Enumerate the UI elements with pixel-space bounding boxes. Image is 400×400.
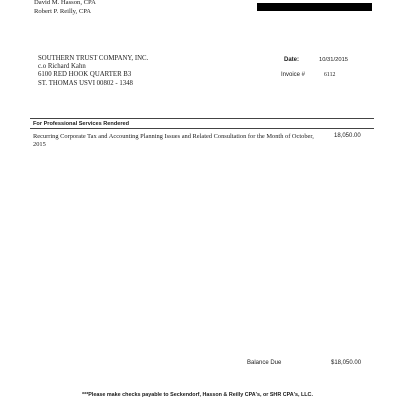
service-amount: 18,050.00: [334, 133, 361, 139]
service-description: Recurring Corporate Tax and Accounting Planning Issues and Related Consultation for the Month of October, 2015: [33, 133, 314, 148]
divider-top: [30, 118, 374, 119]
balance-due-value: $18,050.00: [331, 360, 362, 366]
client-attention: c.o Richard Kahn: [38, 63, 86, 71]
date-label: Date:: [284, 57, 300, 63]
invoice-number-label: Invoice #: [281, 72, 306, 78]
services-heading: For Professional Services Rendered: [33, 121, 130, 127]
redaction-bar: [257, 3, 372, 11]
invoice-number-value: 6112: [324, 72, 336, 78]
client-name: SOUTHERN TRUST COMPANY, INC.: [38, 55, 149, 62]
partner-name: David M. Hasson, CPA: [34, 0, 96, 6]
client-address: [38, 55, 148, 88]
client-street: 6100 RED HOOK QUARTER B3: [38, 71, 132, 79]
client-city: ST. THOMAS USVI 00802 - 1348: [38, 79, 133, 87]
date-value: 10/31/2015: [319, 57, 349, 63]
partner-name: Robert P. Reilly, CPA: [34, 8, 92, 15]
divider-heading: [30, 128, 374, 129]
payment-note: ***Please make checks payable to Seckendorf, Hasson & Reilly CPA's, or SHR CPA's, LLC.: [82, 392, 313, 398]
firm-partners: [34, 0, 96, 16]
balance-due-label: Balance Due: [247, 360, 282, 366]
